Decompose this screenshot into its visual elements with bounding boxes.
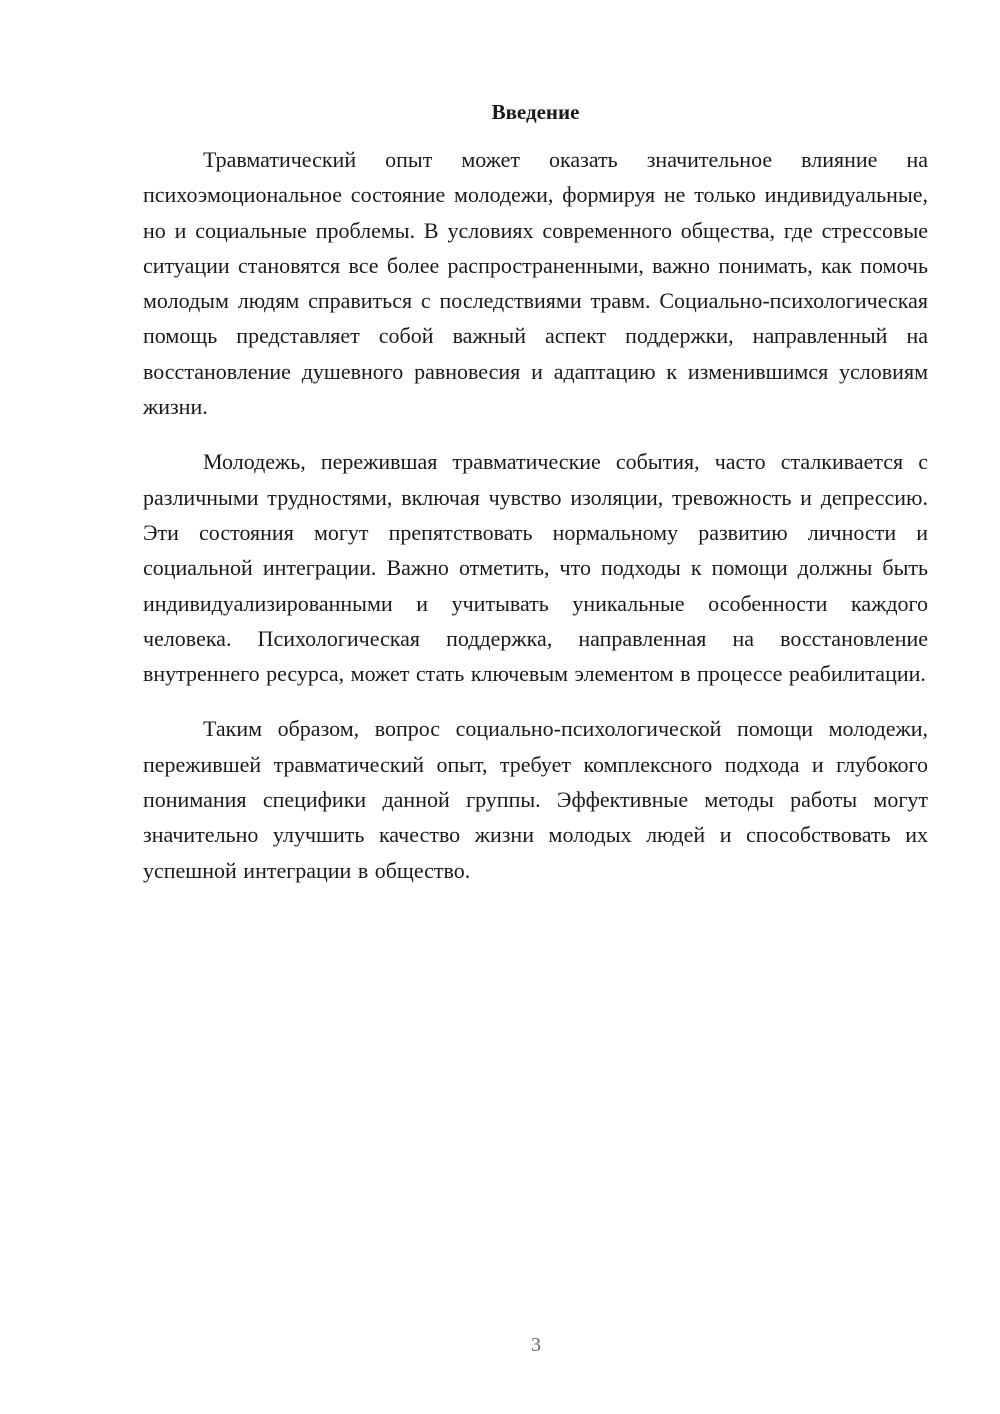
paragraph-1: Травматический опыт может оказать значительное влияние на психоэмоциональное состояние молодежи, формируя не только индивидуальные, но и социальные проблемы. В условиях современного общества, где стрессовые ситуации становятся все более распространенными, важно понимать, как помочь молодым людям справиться с последствиями травм. Социально-психологическая помощь представляет собой важный аспект поддержки, направленный на восстановление душевного равновесия и адаптацию к изменившимся условиям жизни.: [143, 147, 928, 420]
paragraph-3: Таким образом, вопрос социально-психологической помощи молодежи, пережившей травматический опыт, требует комплексного подхода и глубокого понимания специфики данной группы. Эффективные методы работы могут значительно улучшить качество жизни молодых людей и способствовать их успешной интеграции в общество.: [143, 716, 928, 883]
paragraph-2: Молодежь, пережившая травматические события, часто сталкивается с различными трудностями, включая чувство изоляции, тревожность и депрессию. Эти состояния могут препятствовать нормальному развитию личности и социальной интеграции. Важно отметить, что подходы к помощи должны быть индивидуализированными и учитывать уникальные особенности каждого человека. Психологическая поддержка, направленная на восстановление внутреннего ресурса, может стать ключевым элементом в процессе реабилитации.: [143, 449, 928, 687]
section-heading: Введение: [491, 100, 580, 124]
body-text: [143, 142, 928, 908]
page-number: 3: [531, 1334, 541, 1356]
